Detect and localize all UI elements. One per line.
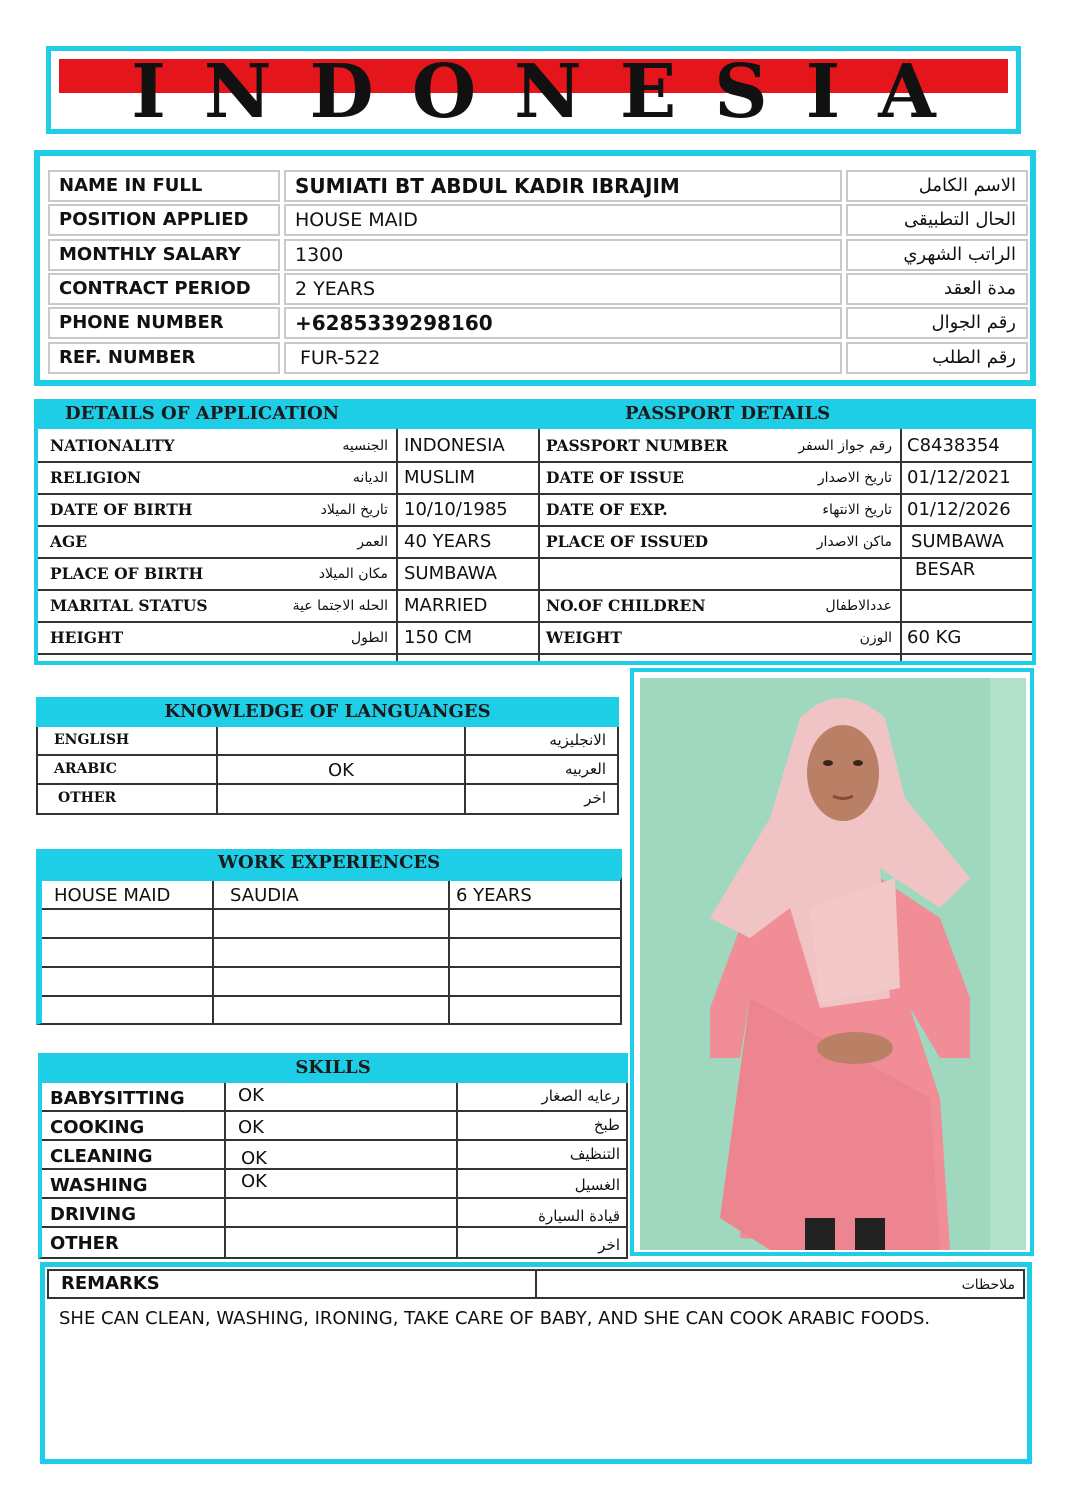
info-label: REF. NUMBER: [48, 342, 280, 374]
remarks-label-arabic: ملاحظات: [961, 1277, 1015, 1293]
skill-row: [42, 1112, 626, 1141]
detail-row: [38, 431, 1032, 463]
skill-label-arabic: رعايه الصغار: [541, 1087, 620, 1105]
passport-label-arabic: تاريخ الاصدار: [817, 470, 892, 486]
info-label: MONTHLY SALARY: [48, 239, 280, 271]
detail-row: [38, 559, 1032, 591]
skill-row: [42, 1199, 626, 1228]
passport-value: C8438354: [907, 435, 1000, 456]
work-row: [42, 968, 620, 997]
passport-label-arabic: ماكن الاصدار: [816, 534, 892, 550]
work-position: [42, 910, 212, 937]
skill-label-arabic: اخر: [598, 1236, 620, 1254]
detail-value: 150 CM: [404, 627, 473, 648]
work-country: [218, 968, 448, 995]
skills-title: SKILLS: [295, 1057, 371, 1078]
passport-label-arabic: الوزن: [859, 630, 892, 646]
detail-row: [38, 623, 1032, 655]
info-row-salary: [48, 239, 1022, 271]
language-label-arabic: العربيه: [565, 760, 606, 778]
info-row-contract: [48, 273, 1022, 305]
remarks-section: [40, 1262, 1032, 1464]
work-country: [218, 910, 448, 937]
detail-label-arabic: الحله الاجتما عية: [292, 598, 388, 614]
passport-label: PLACE OF ISSUED: [546, 532, 709, 551]
passport-value: [902, 591, 1034, 623]
skill-row: [42, 1170, 626, 1199]
passport-label-arabic: عددالاطفال: [825, 598, 892, 614]
passport-value: BESAR: [915, 559, 976, 580]
detail-row: [38, 463, 1032, 495]
applicant-figure: [640, 678, 1026, 1250]
work-country: [218, 939, 448, 966]
country-title: INDONESIA: [131, 49, 974, 135]
detail-label: NATIONALITY: [50, 436, 175, 455]
work-years: [444, 968, 614, 995]
skill-value: OK: [238, 1085, 264, 1106]
info-label-arabic: رقم الجوال: [846, 307, 1028, 339]
work-years: 6 YEARS: [456, 885, 532, 906]
info-label: PHONE NUMBER: [48, 307, 280, 339]
info-row-name: [48, 170, 1022, 202]
detail-label-arabic: مكان الميلاد: [318, 566, 388, 582]
work-row: [42, 910, 620, 939]
language-label: OTHER: [58, 790, 117, 806]
detail-value: MUSLIM: [404, 467, 475, 488]
info-value-name: SUMIATI BT ABDUL KADIR IBRAJIM: [284, 170, 842, 202]
details-header: [34, 399, 1036, 429]
passport-label: DATE OF ISSUE: [546, 468, 684, 487]
info-value-ref: FUR-522: [284, 342, 842, 374]
detail-label-arabic: العمر: [357, 534, 388, 550]
skill-label: BABYSITTING: [50, 1088, 185, 1109]
language-row: [38, 756, 617, 785]
language-label-arabic: اخر: [584, 789, 606, 807]
remarks-label: REMARKS: [61, 1273, 160, 1294]
language-label: ARABIC: [54, 761, 117, 777]
skill-label-arabic: الغسيل: [574, 1176, 620, 1194]
work-position: HOUSE MAID: [54, 885, 171, 906]
skill-value: OK: [238, 1117, 264, 1138]
passport-value: SUMBAWA: [911, 531, 1004, 552]
detail-row: [38, 495, 1032, 527]
detail-label-arabic: الديانه: [352, 470, 388, 486]
work-years: [444, 939, 614, 966]
passport-value: 01/12/2026: [907, 499, 1011, 520]
detail-value: SUMBAWA: [404, 563, 497, 584]
skill-label: COOKING: [50, 1117, 145, 1138]
info-label-arabic: الحال التطبيقى: [846, 204, 1028, 236]
detail-row: [38, 591, 1032, 623]
country-banner: [46, 46, 1021, 134]
info-value-salary: 1300: [284, 239, 842, 271]
languages-table: [36, 727, 619, 815]
skills-table: [38, 1083, 628, 1259]
work-country: [218, 997, 448, 1024]
detail-label: RELIGION: [50, 468, 142, 487]
language-value: [218, 785, 464, 812]
work-position: [42, 997, 212, 1024]
languages-title: KNOWLEDGE OF LANGUANGES: [164, 701, 491, 722]
remarks-text: SHE CAN CLEAN, WASHING, IRONING, TAKE CARE OF BABY, AND SHE CAN COOK ARABIC FOODS.: [59, 1308, 931, 1329]
details-title: DETAILS OF APPLICATION: [65, 403, 340, 424]
language-label: ENGLISH: [54, 732, 130, 748]
info-label: NAME IN FULL: [48, 170, 280, 202]
work-years: [444, 997, 614, 1024]
detail-label: DATE OF BIRTH: [50, 500, 193, 519]
skill-label-arabic: التنظيف: [569, 1145, 620, 1163]
detail-label: HEIGHT: [50, 628, 124, 647]
detail-value: MARRIED: [404, 595, 488, 616]
passport-label: DATE OF EXP.: [546, 500, 668, 519]
passport-value: 01/12/2021: [907, 467, 1011, 488]
work-position: [42, 968, 212, 995]
applicant-photo: [630, 668, 1034, 1256]
info-label-arabic: الراتب الشهري: [846, 239, 1028, 271]
detail-label: AGE: [50, 532, 88, 551]
language-value: OK: [328, 760, 354, 781]
detail-label-arabic: تاريخ الميلاد: [320, 502, 388, 518]
language-value: [218, 727, 464, 754]
detail-value: INDONESIA: [404, 435, 505, 456]
passport-label: NO.OF CHILDREN: [546, 596, 706, 615]
info-label-arabic: الاسم الكامل: [846, 170, 1028, 202]
skill-label: CLEANING: [50, 1146, 153, 1167]
info-value-contract: 2 YEARS: [284, 273, 842, 305]
skill-row: [42, 1228, 626, 1257]
passport-label: WEIGHT: [546, 628, 622, 647]
work-row: [42, 939, 620, 968]
work-position: [42, 939, 212, 966]
detail-label-arabic: الجنسيه: [342, 438, 388, 454]
passport-title: PASSPORT DETAILS: [625, 403, 831, 424]
work-years: [444, 910, 614, 937]
detail-value: 10/10/1985: [404, 499, 508, 520]
info-row-ref: [48, 342, 1022, 374]
languages-header: [36, 697, 619, 727]
skill-value: [238, 1199, 438, 1228]
passport-label-arabic: تاريخ الانتهاء: [822, 502, 892, 518]
work-row: [42, 881, 620, 910]
skill-value: [238, 1228, 438, 1257]
skill-label: OTHER: [50, 1233, 119, 1254]
skill-label-arabic: طبخ: [593, 1116, 620, 1134]
remarks-header-row: [47, 1269, 1025, 1299]
details-table: [34, 429, 1036, 665]
work-header: [36, 849, 622, 877]
info-value-phone: +6285339298160: [284, 307, 842, 339]
passport-label: PASSPORT NUMBER: [546, 436, 728, 455]
detail-label-arabic: الطول: [350, 630, 388, 646]
work-row: [42, 997, 620, 1026]
detail-row: [38, 527, 1032, 559]
detail-label: PLACE OF BIRTH: [50, 564, 204, 583]
skill-label-arabic: قيادة السيارة: [538, 1207, 620, 1225]
detail-value: 40 YEARS: [404, 531, 492, 552]
skill-row: [42, 1083, 626, 1112]
skills-header: [38, 1053, 628, 1083]
info-value-position: HOUSE MAID: [284, 204, 842, 236]
passport-label-arabic: رقم جواز السفر: [798, 438, 892, 454]
detail-label: MARITAL STATUS: [50, 596, 208, 615]
info-row-phone: [48, 307, 1022, 339]
language-row: [38, 785, 617, 814]
skill-value: OK: [241, 1148, 267, 1169]
info-row-position: [48, 204, 1022, 236]
language-row: [38, 727, 617, 756]
skill-label: DRIVING: [50, 1204, 136, 1225]
passport-value: 60 KG: [907, 627, 962, 648]
personal-info-table: [34, 150, 1036, 386]
info-label-arabic: رقم الطلب: [846, 342, 1028, 374]
work-country: SAUDIA: [230, 885, 299, 906]
work-title: WORK EXPERIENCES: [217, 852, 441, 873]
skill-label: WASHING: [50, 1175, 148, 1196]
info-label: POSITION APPLIED: [48, 204, 280, 236]
info-label: CONTRACT PERIOD: [48, 273, 280, 305]
work-table: [36, 877, 622, 1025]
skill-row: [42, 1141, 626, 1170]
info-label-arabic: مدة العقد: [846, 273, 1028, 305]
language-label-arabic: الانجليزيه: [549, 731, 606, 749]
skill-value: OK: [241, 1171, 267, 1192]
